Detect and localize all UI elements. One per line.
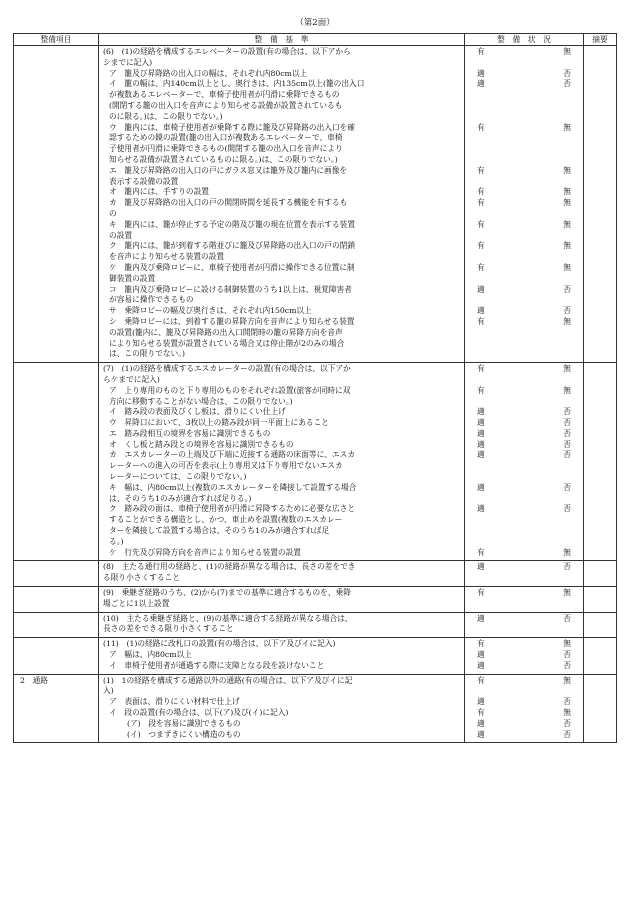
criterion-text bbox=[103, 450, 462, 482]
item-cell: 2 通路 bbox=[14, 674, 99, 743]
criterion-line: ア 上り専用のものと下り専用のものをそれぞれ設置(旅客が同時に双 bbox=[109, 385, 351, 395]
status-option-positive[interactable]: 有 bbox=[477, 547, 485, 557]
criterion-line: イ 籠の幅は、内140cm以上とし、奥行きは、内135cm以上(籠の出入口 bbox=[109, 79, 365, 89]
note-cell[interactable] bbox=[584, 587, 617, 613]
status-entry bbox=[469, 661, 581, 672]
status-spacer bbox=[469, 252, 581, 263]
status-cell bbox=[465, 638, 584, 674]
status-option-positive[interactable]: 適 bbox=[477, 613, 485, 623]
criterion-text bbox=[103, 676, 462, 698]
criterion-line: は、この限りでない。) bbox=[109, 349, 186, 359]
status-entry bbox=[469, 123, 581, 166]
status-option-negative[interactable]: 無 bbox=[563, 262, 571, 272]
header-row bbox=[14, 34, 617, 46]
criterion-line: 長さの差をできる限り小さくすること bbox=[103, 624, 234, 634]
status-option-positive[interactable]: 適 bbox=[477, 284, 485, 294]
status-option-negative[interactable]: 否 bbox=[563, 697, 571, 707]
criterion-text bbox=[103, 263, 462, 285]
criterion-line: カ 籠及び昇降路の出入口の戸の開閉時間を延長する機能を有するも bbox=[109, 198, 348, 208]
status-option-negative[interactable]: 無 bbox=[563, 219, 571, 229]
status-spacer bbox=[469, 90, 581, 101]
criterion-line: ク 籠内には、籠が到着する階並びに籠及び昇降路の出入口の戸の閉鎖 bbox=[109, 241, 356, 251]
status-option-positive[interactable]: 適 bbox=[477, 482, 485, 492]
status-option-positive[interactable]: 有 bbox=[477, 588, 485, 598]
status-option-negative[interactable]: 否 bbox=[563, 729, 571, 739]
status-entry bbox=[469, 548, 581, 559]
criterion-line: ク 踏み段の面は、車椅子使用者が円滑に昇降するために必要な広さと bbox=[109, 504, 356, 514]
criterion-text bbox=[103, 220, 462, 242]
status-option-negative[interactable]: 無 bbox=[563, 47, 571, 56]
status-option-negative[interactable]: 否 bbox=[563, 660, 571, 670]
status-entry bbox=[469, 241, 581, 263]
status-option-positive[interactable]: 適 bbox=[477, 68, 485, 78]
status-spacer bbox=[469, 686, 581, 697]
note-cell[interactable] bbox=[584, 638, 617, 674]
status-spacer bbox=[469, 599, 581, 610]
status-spacer bbox=[469, 494, 581, 505]
standard-cell bbox=[99, 561, 465, 587]
note-cell[interactable] bbox=[584, 674, 617, 743]
criterion-text bbox=[103, 386, 462, 408]
status-option-positive[interactable]: 適 bbox=[477, 407, 485, 417]
note-cell[interactable] bbox=[584, 363, 617, 561]
status-option-negative[interactable]: 否 bbox=[563, 407, 571, 417]
status-option-negative[interactable]: 否 bbox=[563, 284, 571, 294]
criterion-line: ア 表面は、滑りにくい材料で仕上げ bbox=[109, 697, 240, 707]
status-option-positive[interactable]: 適 bbox=[477, 418, 485, 428]
criterion-line: 方向に移動することがない場合は、この限りでない。) bbox=[109, 396, 293, 406]
criterion-line: ケ 行先及び昇降方向を音声により知らせる装置の設置 bbox=[109, 547, 301, 557]
status-option-negative[interactable]: 無 bbox=[563, 385, 571, 395]
status-spacer bbox=[469, 472, 581, 483]
item-cell bbox=[14, 638, 99, 674]
criterion-line: シまでに記入) bbox=[103, 57, 153, 67]
status-spacer bbox=[469, 397, 581, 408]
status-option-negative[interactable]: 無 bbox=[563, 547, 571, 557]
status-option-negative[interactable]: 無 bbox=[563, 316, 571, 326]
status-spacer bbox=[469, 177, 581, 188]
criterion-text bbox=[103, 548, 462, 559]
criterion-text bbox=[103, 123, 462, 166]
status-option-positive[interactable]: 適 bbox=[477, 562, 485, 572]
status-option-positive[interactable]: 有 bbox=[477, 364, 485, 374]
status-option-positive[interactable]: 適 bbox=[477, 450, 485, 460]
status-entry bbox=[469, 639, 581, 650]
standard-cell bbox=[99, 363, 465, 561]
criterion-text bbox=[103, 306, 462, 317]
status-entry bbox=[469, 697, 581, 708]
status-entry bbox=[469, 220, 581, 242]
criterion-line: エ 踏み段相互の境界を容易に識別できるもの bbox=[109, 428, 271, 438]
item-cell bbox=[14, 363, 99, 561]
criterion-text bbox=[103, 79, 462, 122]
criterion-line: (7) (1)の経路を構成するエスカレーターの設置(有の場合は、以下アか bbox=[103, 364, 351, 374]
status-spacer bbox=[469, 624, 581, 635]
criterion-text bbox=[103, 483, 462, 505]
criterion-text bbox=[103, 614, 462, 636]
status-spacer bbox=[469, 231, 581, 242]
status-option-negative[interactable]: 無 bbox=[563, 165, 571, 175]
criterion-line: のに限る。)は、この限りでない。) bbox=[109, 111, 223, 121]
status-cell bbox=[465, 674, 584, 743]
criterion-text bbox=[103, 69, 462, 80]
criterion-line: る限り小さくすること bbox=[103, 573, 180, 583]
sheet-title: （第2面） bbox=[295, 18, 335, 28]
criterion-line: を音声により知らせる装置の設置 bbox=[109, 252, 225, 262]
status-entry bbox=[469, 386, 581, 408]
criterion-line: ウ 昇降口において、3枚以上の踏み段が同一平面上にあること bbox=[109, 418, 329, 428]
criterion-line: イ 車椅子使用者が通過する際に支障となる段を設けないこと bbox=[109, 660, 325, 670]
status-entry bbox=[469, 407, 581, 418]
criterion-text bbox=[103, 187, 462, 198]
status-option-positive[interactable]: 有 bbox=[477, 219, 485, 229]
status-entry bbox=[469, 317, 581, 360]
group-row bbox=[14, 46, 617, 363]
criterion-line: イ 踏み段の表面及びくし板は、滑りにくい仕上げ bbox=[109, 407, 286, 417]
status-option-positive[interactable]: 有 bbox=[477, 675, 485, 685]
standard-cell bbox=[99, 638, 465, 674]
status-entry bbox=[469, 166, 581, 188]
criterion-line: の設置 bbox=[109, 230, 133, 240]
inspection-table bbox=[13, 33, 617, 743]
criterion-text bbox=[103, 708, 462, 719]
status-cell bbox=[465, 612, 584, 638]
criterion-text bbox=[103, 730, 462, 741]
status-entry bbox=[469, 562, 581, 584]
criterion-line: が複数あるエレベーターで、車椅子使用者が円滑に乗降できるもの bbox=[109, 90, 340, 100]
note-cell[interactable] bbox=[584, 561, 617, 587]
status-option-negative[interactable]: 無 bbox=[563, 675, 571, 685]
criterion-line: (開閉する籠の出入口を音声により知らせる設備が設置されているも bbox=[109, 100, 343, 110]
note-cell[interactable] bbox=[584, 46, 617, 363]
status-cell bbox=[465, 46, 584, 363]
criterion-text bbox=[103, 650, 462, 661]
status-cell bbox=[465, 561, 584, 587]
status-option-positive[interactable]: 有 bbox=[477, 241, 485, 251]
header-note: 摘要 bbox=[584, 34, 617, 46]
standard-cell bbox=[99, 587, 465, 613]
status-entry bbox=[469, 263, 581, 285]
status-option-positive[interactable]: 有 bbox=[477, 708, 485, 718]
status-option-positive[interactable]: 適 bbox=[477, 439, 485, 449]
status-entry bbox=[469, 69, 581, 80]
status-option-negative[interactable]: 否 bbox=[563, 450, 571, 460]
status-cell bbox=[465, 363, 584, 561]
criterion-line: (イ) つまずきにくい構造のもの bbox=[127, 729, 241, 739]
criterion-line: オ 籠内には、手すりの設置 bbox=[109, 187, 209, 197]
status-option-negative[interactable]: 無 bbox=[563, 639, 571, 649]
status-option-positive[interactable]: 適 bbox=[477, 504, 485, 514]
group-row bbox=[14, 612, 617, 638]
status-option-negative[interactable]: 否 bbox=[563, 562, 571, 572]
criterion-line: エ 籠及び昇降路の出入口の戸にガラス窓又は籠外及び籠内に画像を bbox=[109, 165, 348, 175]
status-entry bbox=[469, 614, 581, 636]
status-spacer bbox=[469, 375, 581, 386]
criterion-line: シ 乗降ロビーには、到着する籠の昇降方向を音声により知らせる装置 bbox=[109, 316, 355, 326]
status-option-negative[interactable]: 無 bbox=[563, 187, 571, 197]
group-row bbox=[14, 363, 617, 561]
status-entry bbox=[469, 450, 581, 482]
criterion-line: 場ごとに1以上設置 bbox=[103, 598, 170, 608]
criterion-line: 認するための鏡の設置(籠の出入口が複数あるエレベーターで、車椅 bbox=[109, 133, 343, 143]
criterion-text bbox=[103, 285, 462, 307]
group-row bbox=[14, 561, 617, 587]
criterion-line: により知らせる装置が設置されている場合又は停止階が2のみの場合 bbox=[109, 338, 345, 348]
status-option-positive[interactable]: 有 bbox=[477, 187, 485, 197]
item-cell bbox=[14, 612, 99, 638]
status-option-positive[interactable]: 有 bbox=[477, 198, 485, 208]
status-option-negative[interactable]: 無 bbox=[563, 364, 571, 374]
criterion-text bbox=[103, 719, 462, 730]
status-option-negative[interactable]: 無 bbox=[563, 198, 571, 208]
criterion-line: コ 籠内及び乗降ロビーに設ける制御装置のうち1以上は、視覚障害者 bbox=[109, 284, 352, 294]
group-row bbox=[14, 638, 617, 674]
group-row bbox=[14, 674, 617, 743]
item-cell bbox=[14, 46, 99, 363]
status-option-positive[interactable]: 有 bbox=[477, 639, 485, 649]
status-entry bbox=[469, 364, 581, 386]
criterion-text bbox=[103, 504, 462, 547]
criterion-line: ターを隣接して設置する場合は、そのうち1のみが適合すれば足 bbox=[109, 526, 330, 536]
status-spacer bbox=[469, 274, 581, 285]
status-option-negative[interactable]: 否 bbox=[563, 650, 571, 660]
status-option-negative[interactable]: 否 bbox=[563, 79, 571, 89]
criterion-text bbox=[103, 47, 462, 69]
criterion-line: の bbox=[109, 208, 117, 218]
status-spacer bbox=[469, 112, 581, 123]
criterion-text bbox=[103, 198, 462, 220]
status-spacer bbox=[469, 295, 581, 306]
criterion-text bbox=[103, 241, 462, 263]
status-option-negative[interactable]: 否 bbox=[563, 428, 571, 438]
status-entry bbox=[469, 285, 581, 307]
status-entry bbox=[469, 198, 581, 220]
header-item: 整備項目 bbox=[14, 34, 99, 46]
status-spacer bbox=[469, 537, 581, 548]
status-spacer bbox=[469, 515, 581, 526]
criterion-line: ウ 籠内には、車椅子使用者が乗降する際に籠及び昇降路の出入口を確 bbox=[109, 122, 356, 132]
status-spacer bbox=[469, 573, 581, 584]
standard-cell bbox=[99, 612, 465, 638]
group-row bbox=[14, 587, 617, 613]
criterion-line: が容易に操作できるもの bbox=[109, 295, 194, 305]
status-entry bbox=[469, 79, 581, 122]
criterion-line: (11) (1)の経路に改札口の設置(有の場合は、以下ア及びイに記入) bbox=[103, 639, 336, 649]
criterion-line: ケ 籠内及び乗降ロビーに、車椅子使用者が円滑に操作できる位置に制 bbox=[109, 262, 355, 272]
status-option-negative[interactable]: 否 bbox=[563, 504, 571, 514]
status-option-negative[interactable]: 否 bbox=[563, 613, 571, 623]
status-spacer bbox=[469, 101, 581, 112]
status-entry bbox=[469, 588, 581, 610]
status-option-positive[interactable]: 有 bbox=[477, 122, 485, 132]
criterion-line: らケまでに記入) bbox=[103, 374, 160, 384]
status-spacer bbox=[469, 58, 581, 69]
status-option-positive[interactable]: 有 bbox=[477, 262, 485, 272]
note-cell[interactable] bbox=[584, 612, 617, 638]
criterion-line: レーターへの進入の可否を表示(上り専用又は下り専用でないエスカ bbox=[109, 461, 343, 471]
status-option-positive[interactable]: 適 bbox=[477, 306, 485, 316]
status-entry bbox=[469, 47, 581, 69]
criterion-line: カ エスカレーターの上端及び下端に近接する通路の床面等に、エスカ bbox=[109, 450, 356, 460]
status-entry bbox=[469, 730, 581, 741]
status-entry bbox=[469, 483, 581, 505]
criterion-line: (6) (1)の経路を構成するエレベーターの設置(有の場合は、以下アから bbox=[103, 47, 351, 56]
criterion-line: オ くし板と踏み段との境界を容易に識別できるもの bbox=[109, 439, 294, 449]
status-option-positive[interactable]: 有 bbox=[477, 47, 485, 56]
status-spacer bbox=[469, 209, 581, 220]
criterion-line: (1) 1の経路を構成する通路以外の通路(有の場合は、以下ア及びイに記 bbox=[103, 675, 353, 685]
status-option-positive[interactable]: 適 bbox=[477, 650, 485, 660]
criterion-line: ア 幅は、内80cm以上 bbox=[109, 650, 192, 660]
criterion-text bbox=[103, 429, 462, 440]
criterion-text bbox=[103, 317, 462, 360]
status-entry bbox=[469, 440, 581, 451]
criterion-text bbox=[103, 166, 462, 188]
criterion-text bbox=[103, 562, 462, 584]
status-option-positive[interactable]: 適 bbox=[477, 660, 485, 670]
criterion-line: レーターについては、この限りでない。) bbox=[109, 472, 247, 482]
criterion-line: は、そのうち1のみが適合すれば足りる。) bbox=[109, 493, 252, 503]
criterion-line: キ 籠内には、籠が停止する予定の階及び籠の現在位置を表示する装置 bbox=[109, 219, 356, 229]
status-option-negative[interactable]: 無 bbox=[563, 708, 571, 718]
status-entry bbox=[469, 418, 581, 429]
status-spacer bbox=[469, 526, 581, 537]
status-spacer bbox=[469, 144, 581, 155]
criterion-line: 知らせる設備が設置されているものに限る。)は、この限りでない。) bbox=[109, 154, 338, 164]
status-spacer bbox=[469, 349, 581, 360]
criterion-line: る。) bbox=[109, 536, 124, 546]
criterion-text bbox=[103, 661, 462, 672]
status-cell bbox=[465, 587, 584, 613]
status-spacer bbox=[469, 155, 581, 166]
criterion-text bbox=[103, 407, 462, 418]
criterion-text bbox=[103, 697, 462, 708]
criterion-line: 入) bbox=[103, 686, 114, 696]
status-option-negative[interactable]: 無 bbox=[563, 122, 571, 132]
status-option-negative[interactable]: 否 bbox=[563, 439, 571, 449]
standard-cell bbox=[99, 674, 465, 743]
status-option-positive[interactable]: 適 bbox=[477, 79, 485, 89]
status-option-positive[interactable]: 有 bbox=[477, 316, 485, 326]
status-option-negative[interactable]: 否 bbox=[563, 418, 571, 428]
status-spacer bbox=[469, 339, 581, 350]
status-option-positive[interactable]: 適 bbox=[477, 718, 485, 728]
item-cell bbox=[14, 587, 99, 613]
status-option-positive[interactable]: 有 bbox=[477, 165, 485, 175]
criterion-text bbox=[103, 639, 462, 650]
criterion-line: キ 幅は、内80cm以上(複数のエスカレーターを隣接して設置する場合 bbox=[109, 482, 357, 492]
status-entry bbox=[469, 429, 581, 440]
status-entry bbox=[469, 719, 581, 730]
criterion-line: することができる構造とし、かつ、車止めを設置(複数のエスカレー bbox=[109, 515, 343, 525]
criterion-line: (9) 乗継ぎ経路のうち、(2)から(7)までの基準に適合するものを、乗降 bbox=[103, 588, 351, 598]
status-spacer bbox=[469, 133, 581, 144]
status-spacer bbox=[469, 461, 581, 472]
criterion-line: サ 乗降ロビーの幅及び奥行きは、それぞれ内150cm以上 bbox=[109, 306, 312, 316]
status-option-negative[interactable]: 否 bbox=[563, 718, 571, 728]
criterion-text bbox=[103, 364, 462, 386]
status-option-positive[interactable]: 適 bbox=[477, 729, 485, 739]
status-option-negative[interactable]: 無 bbox=[563, 588, 571, 598]
status-entry bbox=[469, 504, 581, 547]
status-option-negative[interactable]: 否 bbox=[563, 306, 571, 316]
status-entry bbox=[469, 187, 581, 198]
criterion-line: (8) 主たる通行用の経路と、(1)の経路が異なる場合は、長さの差をでき bbox=[103, 562, 356, 572]
header-status: 整 備 状 況 bbox=[465, 34, 584, 46]
status-option-negative[interactable]: 無 bbox=[563, 241, 571, 251]
criterion-line: 御装置の設置 bbox=[109, 273, 156, 283]
criterion-text bbox=[103, 418, 462, 429]
criterion-line: イ 段の設置(有の場合は、以下(ア)及び(イ)に記入) bbox=[109, 708, 289, 718]
criterion-line: (ア) 段を容易に識別できるもの bbox=[127, 718, 241, 728]
status-option-negative[interactable]: 否 bbox=[563, 68, 571, 78]
status-entry bbox=[469, 306, 581, 317]
criterion-line: の設置(籠内に、籠及び昇降路の出入口開閉時の籠の昇降方向を音声 bbox=[109, 327, 343, 337]
status-option-negative[interactable]: 否 bbox=[563, 482, 571, 492]
criterion-line: 表示する設備の設置 bbox=[109, 176, 179, 186]
status-spacer bbox=[469, 328, 581, 339]
status-option-positive[interactable]: 有 bbox=[477, 385, 485, 395]
status-entry bbox=[469, 676, 581, 698]
status-option-positive[interactable]: 適 bbox=[477, 428, 485, 438]
header-standard: 整 備 基 準 bbox=[99, 34, 465, 46]
criterion-text bbox=[103, 588, 462, 610]
item-cell bbox=[14, 561, 99, 587]
standard-cell bbox=[99, 46, 465, 363]
status-entry bbox=[469, 650, 581, 661]
criterion-text bbox=[103, 440, 462, 451]
criterion-line: (10) 主たる乗継ぎ経路と、(9)の基準に適合する経路が異なる場合は、 bbox=[103, 613, 353, 623]
criterion-line: ア 籠及び昇降路の出入口の幅は、それぞれ内80cm以上 bbox=[109, 68, 308, 78]
status-option-positive[interactable]: 適 bbox=[477, 697, 485, 707]
status-entry bbox=[469, 708, 581, 719]
criterion-line: 子使用者が円滑に乗降できるもの(開閉する籠の出入口を音声により bbox=[109, 144, 343, 154]
